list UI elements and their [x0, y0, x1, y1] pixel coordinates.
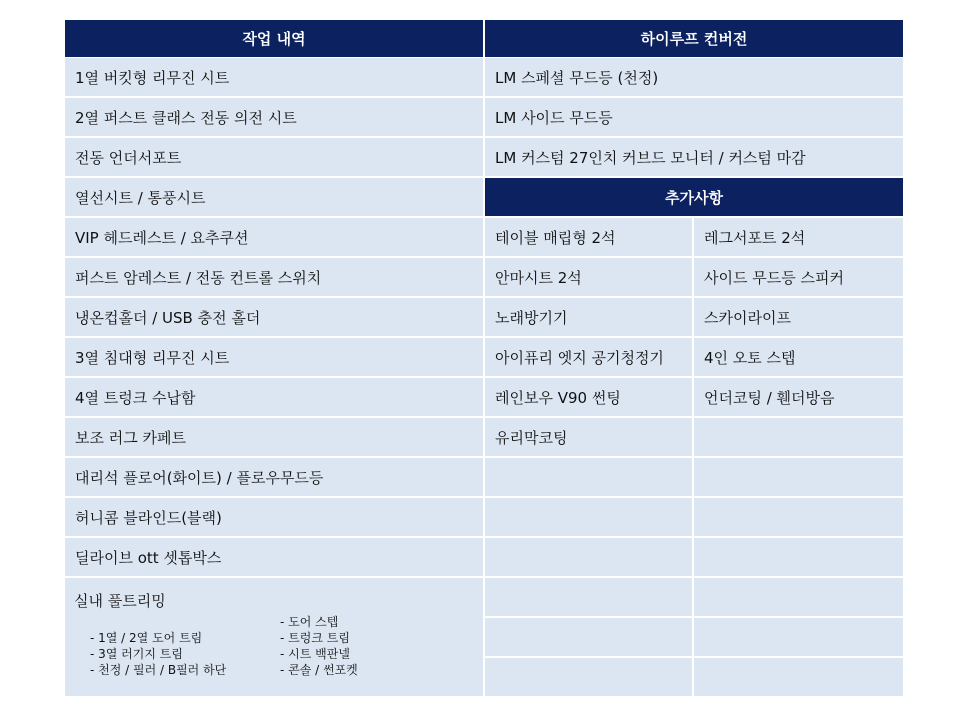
- interior-trim-list-2: [280, 614, 358, 678]
- extra-item: 사이드 무드등 스피커: [694, 258, 903, 296]
- work-item: 2열 퍼스트 클래스 전동 의전 시트: [65, 98, 483, 136]
- extra-item: 테이블 매립형 2석: [485, 218, 692, 256]
- trim-item: - 도어 스텝: [280, 615, 339, 629]
- trim-item: - 시트 백판넬: [280, 647, 350, 661]
- work-item: VIP 헤드레스트 / 요추쿠션: [65, 218, 483, 256]
- work-item: 전동 언더서포트: [65, 138, 483, 176]
- empty-cell: [485, 458, 692, 496]
- extra-item: 안마시트 2석: [485, 258, 692, 296]
- trim-item: - 천정 / 필러 / B필러 하단: [90, 663, 227, 677]
- extra-item: 레그서포트 2석: [694, 218, 903, 256]
- empty-cell: [485, 498, 692, 536]
- extra-item: 4인 오토 스텝: [694, 338, 903, 376]
- work-item: 1열 버킷형 리무진 시트: [65, 58, 483, 96]
- extra-item: 스카이라이프: [694, 298, 903, 336]
- work-item: 허니콤 블라인드(블랙): [65, 498, 483, 536]
- work-item: 보조 러그 카페트: [65, 418, 483, 456]
- empty-cell: [485, 538, 692, 576]
- extra-item: 유리막코팅: [485, 418, 692, 456]
- interior-trim-title: 실내 풀트리밍: [74, 592, 166, 610]
- high-roof-header: 하이루프 컨버전: [485, 20, 903, 57]
- work-item: 딜라이브 ott 셋톱박스: [65, 538, 483, 576]
- trim-item: - 트렁크 트림: [280, 631, 350, 645]
- interior-trim-list-1: [90, 630, 226, 678]
- empty-cell: [694, 618, 903, 656]
- high-roof-item: LM 커스텀 27인치 커브드 모니터 / 커스텀 마감: [485, 138, 903, 176]
- empty-cell: [485, 578, 692, 616]
- extras-header: 추가사항: [485, 178, 903, 216]
- work-item: 냉온컵홀더 / USB 충전 홀더: [65, 298, 483, 336]
- work-history-header: 작업 내역: [65, 20, 483, 57]
- work-item: 4열 트렁크 수납함: [65, 378, 483, 416]
- empty-cell: [485, 658, 692, 696]
- empty-cell: [694, 658, 903, 696]
- extra-item: [694, 418, 903, 456]
- high-roof-item: LM 사이드 무드등: [485, 98, 903, 136]
- empty-cell: [694, 498, 903, 536]
- high-roof-item: LM 스페셜 무드등 (천정): [485, 58, 903, 96]
- trim-item: - 1열 / 2열 도어 트림: [90, 631, 203, 645]
- trim-item: - 3열 러기지 트림: [90, 647, 183, 661]
- work-item: 퍼스트 암레스트 / 전동 컨트롤 스위치: [65, 258, 483, 296]
- work-item: 3열 침대형 리무진 시트: [65, 338, 483, 376]
- empty-cell: [694, 538, 903, 576]
- work-item: 열선시트 / 통풍시트: [65, 178, 483, 216]
- trim-item: - 콘솔 / 썬포켓: [280, 663, 358, 677]
- extra-item: 아이퓨리 엣지 공기청정기: [485, 338, 692, 376]
- empty-cell: [485, 618, 692, 656]
- extra-item: 레인보우 V90 썬팅: [485, 378, 692, 416]
- empty-cell: [694, 458, 903, 496]
- extra-item: 언더코팅 / 휀더방음: [694, 378, 903, 416]
- empty-cell: [694, 578, 903, 616]
- work-item: 대리석 플로어(화이트) / 플로우무드등: [65, 458, 483, 496]
- extra-item: 노래방기기: [485, 298, 692, 336]
